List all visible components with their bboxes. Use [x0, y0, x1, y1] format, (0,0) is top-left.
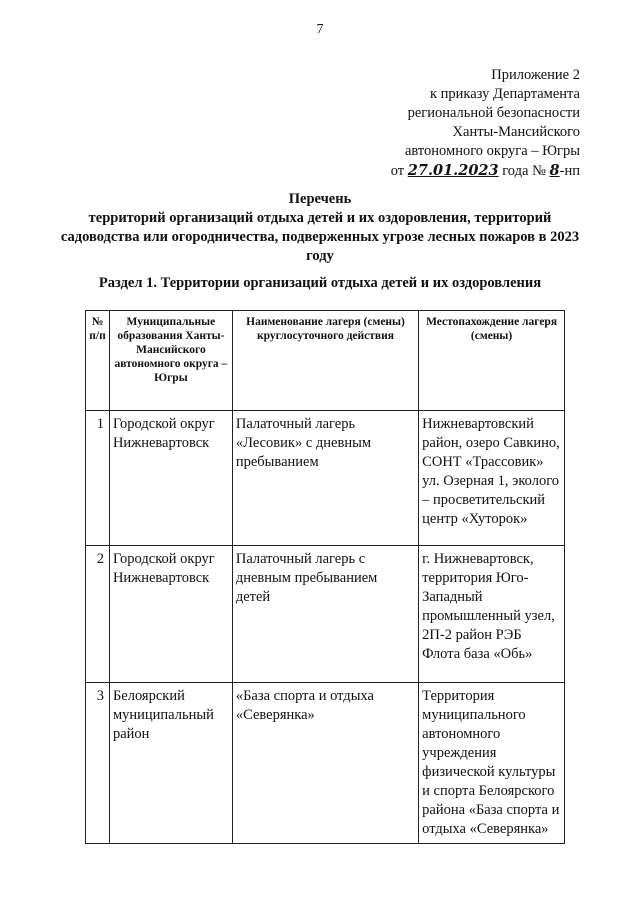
camps-table: [85, 310, 565, 844]
title-subtitle: территорий организаций отдыха детей и их оздоровления, территорий садоводства или огородничества, подверженных угрозе лесных пожаров в 2023 году: [60, 210, 580, 264]
row-camp-name: «База спорта и отдыха «Северянка»: [232, 683, 418, 844]
row-location: Территория муниципального автономного учреждения физической культуры и спорта Белоярского района «База спорта и отдыха «Северянка»: [419, 683, 565, 844]
row-location: Нижневартовский район, озеро Савкино, СОНТ «Трассовик» ул. Озерная 1, эколого – просветительский центр «Хуторок»: [419, 411, 565, 546]
table-row: [86, 683, 565, 844]
row-number: 1: [86, 411, 110, 546]
table-header-row: [86, 311, 565, 411]
order-date-line: [320, 161, 580, 181]
date-prefix: от: [390, 163, 405, 179]
appendix-line: к приказу Департамента: [429, 86, 580, 102]
header-number: № п/п: [86, 311, 110, 411]
row-municipality: Белоярский муниципальный район: [109, 683, 232, 844]
order-suffix: -нп: [559, 163, 580, 179]
row-number: 3: [86, 683, 110, 844]
header-location: Местопахождение лагеря (смены): [419, 311, 565, 411]
handwritten-date: 27.01.2023: [407, 162, 499, 179]
appendix-line: Приложение 2: [491, 67, 580, 83]
row-camp-name: Палаточный лагерь с дневным пребыванием детей: [232, 546, 418, 683]
document-title: [60, 190, 580, 266]
appendix-line: региональной безопасности: [407, 105, 580, 121]
row-number: 2: [86, 546, 110, 683]
year-text: года №: [502, 163, 546, 179]
appendix-line: Ханты-Мансийского: [452, 124, 580, 140]
header-camp-name: Наименование лагеря (смены) круглосуточного действия: [232, 311, 418, 411]
appendix-block: [320, 66, 580, 181]
table-row: [86, 411, 565, 546]
title-heading: Перечень: [288, 191, 352, 207]
row-municipality: Городской округ Нижневартовск: [109, 546, 232, 683]
row-municipality: Городской округ Нижневартовск: [109, 411, 232, 546]
row-location: г. Нижневартовск, территория Юго-Западный промышленный узел, 2П-2 район РЭБ Флота база «Обь»: [419, 546, 565, 683]
handwritten-order-number: 8: [549, 162, 560, 179]
appendix-line: автономного округа – Югры: [404, 143, 580, 159]
section-title: Раздел 1. Территории организаций отдыха детей и их оздоровления: [98, 275, 542, 291]
header-municipality: Муниципальные образования Ханты-Мансийского автономного округа – Югры: [109, 311, 232, 411]
table-row: [86, 546, 565, 683]
row-camp-name: Палаточный лагерь «Лесовик» с дневным пребыванием: [232, 411, 418, 546]
page-number: 7: [316, 22, 324, 37]
